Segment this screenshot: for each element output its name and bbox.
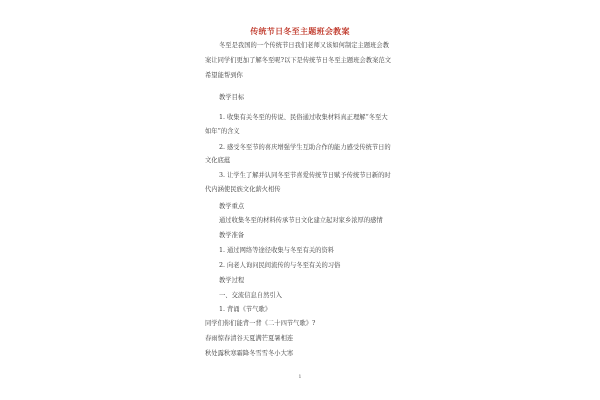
paragraph-line: 1. 通过网络等途径收集与冬至有关的资料 <box>219 247 335 254</box>
paragraph-line: 1. 收集有关冬至的传说、民俗通过收集材料真正理解“冬至大 <box>219 114 388 121</box>
paragraph-line: 同学们你们能背一背《二十四节气歌》? <box>205 320 316 327</box>
document-title: 传统节日冬至主题班会教案 <box>250 26 350 36</box>
paragraph-line: 希望能帮到你 <box>205 72 243 79</box>
section-heading: 教学过程 <box>219 277 245 284</box>
paragraph-line: 2. 感受冬至节的喜庆增强学生互助合作的能力感受传统节日的 <box>219 144 391 151</box>
paragraph-line: 如年”的含义 <box>205 128 240 135</box>
paragraph-line: 通过收集冬至的材料传承节日文化建立起对家乡浓厚的感情 <box>219 217 383 224</box>
paragraph-line: 3. 让学生了解并认同冬至节喜爱传统节日赋予传统节日新的时 <box>219 172 391 179</box>
paragraph-line: 一、交流信息自然引入 <box>219 292 282 299</box>
paragraph-line: 文化底蕴 <box>205 157 231 164</box>
paragraph-line: 1. 背诵《节气歌》 <box>219 306 272 313</box>
paragraph-line: 代内涵使民族文化薪火相传 <box>205 186 281 193</box>
section-heading: 教学重点 <box>219 203 245 210</box>
paragraph-line: 案让同学们更加了解冬至呢?以下是传统节日冬至主题班会教案范文 <box>205 57 391 64</box>
page-number: 1 <box>298 374 302 380</box>
paragraph-line: 冬至是我国的一个传统节日我们老师又该如何制定主题班会教 <box>219 42 390 49</box>
section-heading: 教学目标 <box>219 94 245 101</box>
paragraph-line: 秋处露秋寒霜降冬雪雪冬小大寒 <box>205 350 294 357</box>
section-heading: 教学准备 <box>219 232 245 239</box>
paragraph-line: 春雨惊春清谷天夏满芒夏暑相连 <box>205 335 294 342</box>
paragraph-line: 2. 向老人询问民间流传的与冬至有关的习俗 <box>219 262 341 269</box>
